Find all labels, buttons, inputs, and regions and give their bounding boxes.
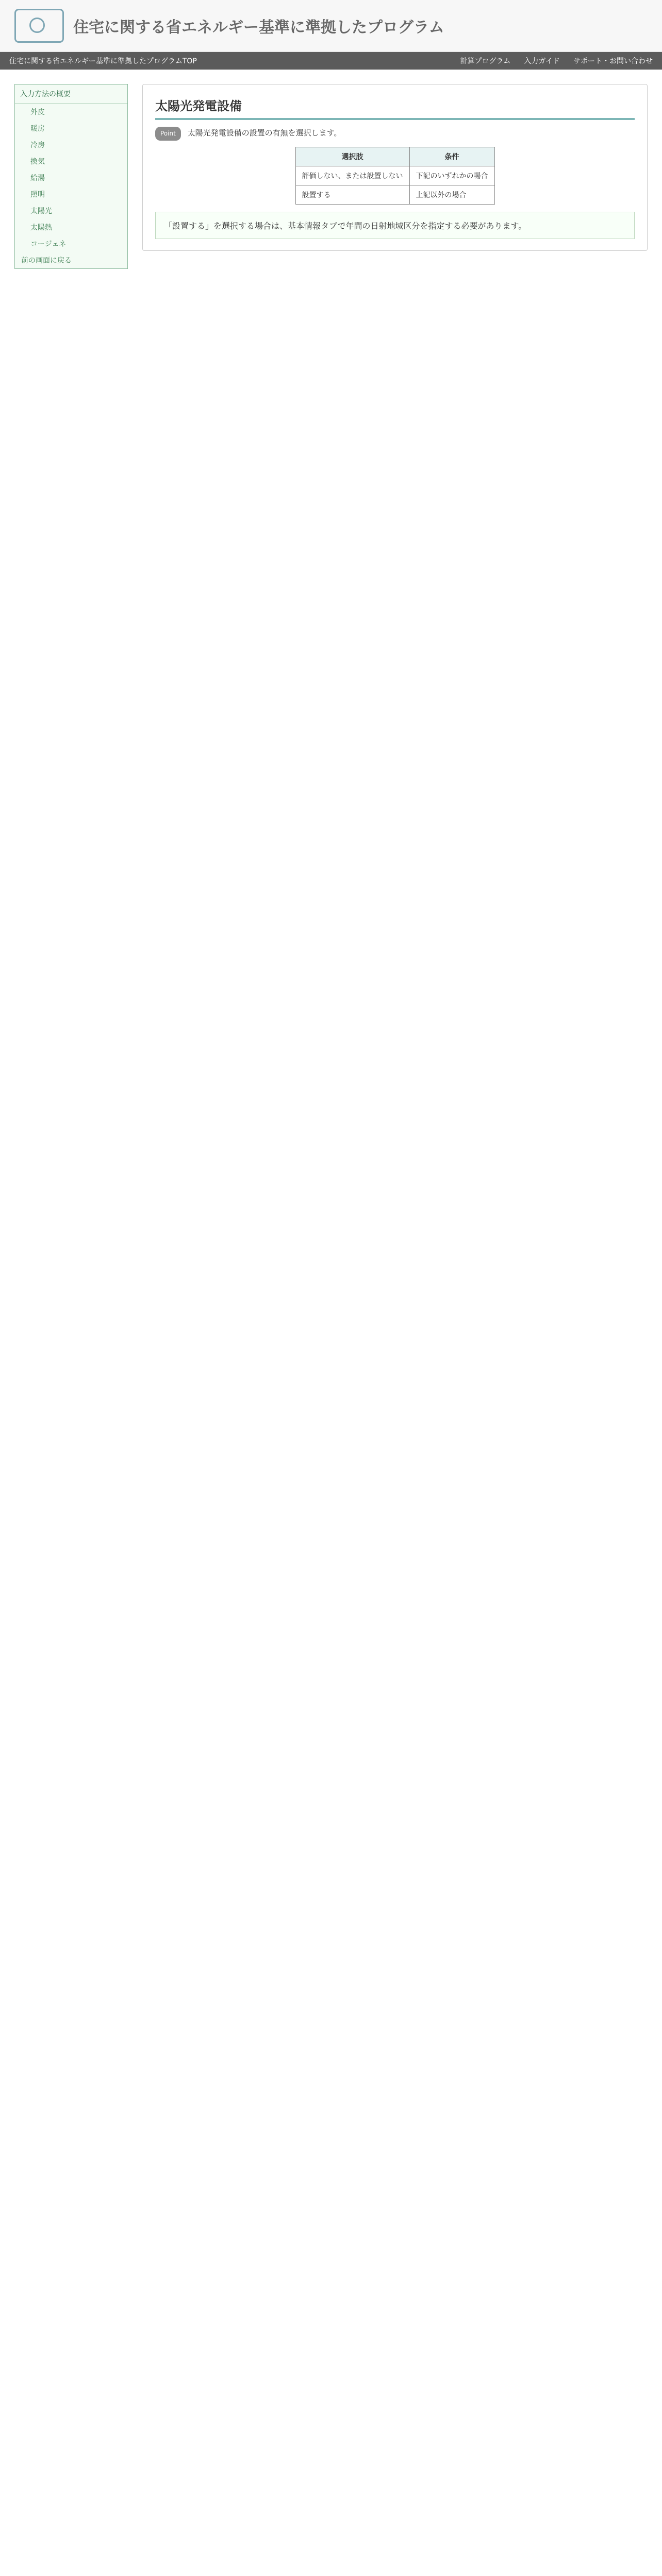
sidebar-item[interactable]: 暖房 bbox=[30, 125, 45, 133]
condition-table: 選択肢 条件 評価しない、または設置しない 下記のいずれかの場合 設置する 上記以外の場合 bbox=[295, 147, 495, 205]
breadcrumb[interactable]: 住宅に関する省エネルギー基準に準拠したプログラムTOP bbox=[9, 57, 197, 65]
sidebar-item[interactable]: コージェネ bbox=[30, 240, 67, 248]
sidebar-item[interactable]: 外皮 bbox=[30, 108, 45, 116]
sidebar-item[interactable]: 太陽熱 bbox=[30, 224, 52, 232]
page-title: 住宅に関する省エネルギー基準に準拠したプログラム bbox=[73, 19, 444, 37]
sidebar-item[interactable]: 照明 bbox=[30, 191, 45, 199]
house-logo-icon bbox=[14, 9, 64, 43]
nav-guide[interactable]: 入力ガイド bbox=[524, 57, 560, 65]
sidebar bbox=[14, 84, 128, 269]
content bbox=[142, 84, 648, 269]
point-badge: Point bbox=[155, 127, 181, 141]
sidebar-head[interactable]: 入力方法の概要 bbox=[15, 84, 127, 104]
pv-card bbox=[142, 84, 648, 251]
top-nav-bar bbox=[0, 52, 662, 70]
sidebar-item[interactable]: 太陽光 bbox=[30, 207, 52, 215]
nav-calc[interactable]: 計算プログラム bbox=[460, 57, 511, 65]
section-title: 太陽光発電設備 bbox=[155, 96, 635, 120]
sidebar-item[interactable]: 換気 bbox=[30, 158, 45, 166]
section-text: Point 太陽光発電設備の設置の有無を選択します。 bbox=[155, 126, 635, 141]
sidebar-item[interactable]: 冷房 bbox=[30, 141, 45, 149]
back-link[interactable]: 前の画面に戻る bbox=[21, 257, 72, 265]
page-header bbox=[0, 0, 662, 52]
nav-support[interactable]: サポート・お問い合わせ bbox=[573, 57, 653, 65]
sidebar-item[interactable]: 給湯 bbox=[30, 174, 45, 182]
note-box: 「設置する」を選択する場合は、基本情報タブで年間の日射地域区分を指定する必要があります。 bbox=[155, 212, 635, 239]
